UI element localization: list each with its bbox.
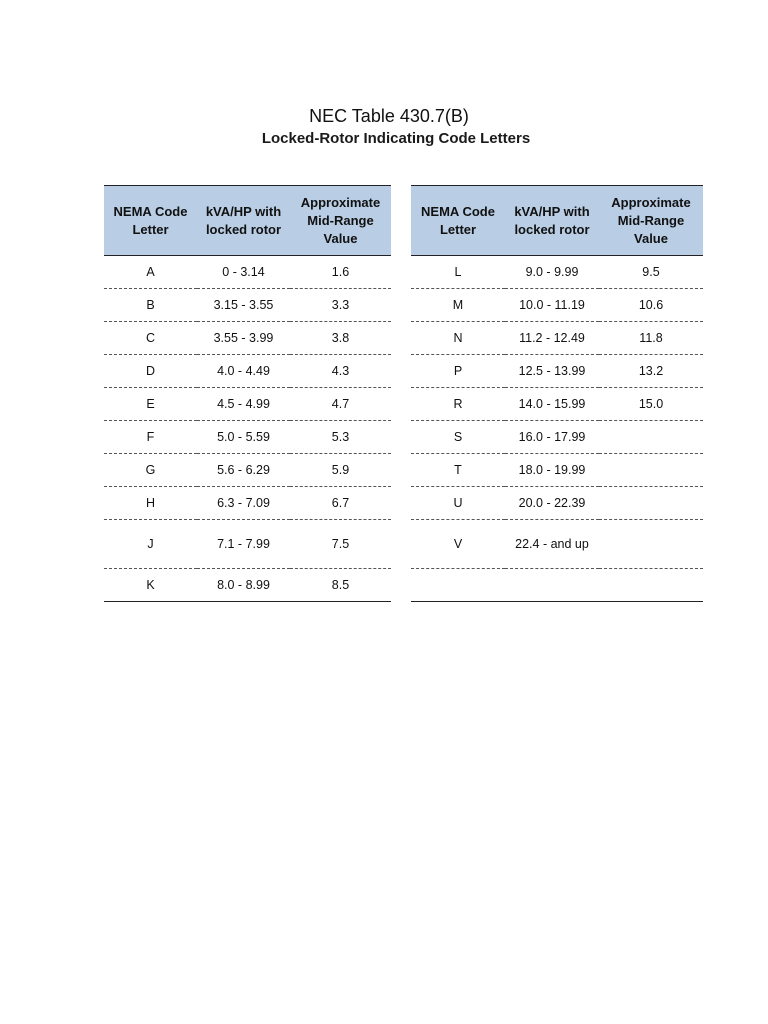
- code-letter-cell: A: [104, 256, 197, 289]
- table-row: [411, 520, 703, 569]
- table-row: [411, 388, 703, 421]
- code-letter-cell: E: [104, 388, 197, 421]
- kva-range-cell: 5.0 - 5.59: [197, 421, 290, 454]
- code-letter-table-left: [104, 185, 391, 602]
- kva-range-cell: 3.15 - 3.55: [197, 289, 290, 322]
- code-letter-cell: H: [104, 487, 197, 520]
- table-header-row: [411, 186, 703, 256]
- mid-range-cell: 5.3: [290, 421, 391, 454]
- kva-range-cell: 12.5 - 13.99: [505, 355, 599, 388]
- header-code-letter: NEMA Code Letter: [104, 186, 197, 256]
- code-letter-cell: N: [411, 322, 505, 355]
- mid-range-cell: 13.2: [599, 355, 703, 388]
- kva-range-cell: 4.5 - 4.99: [197, 388, 290, 421]
- mid-range-cell: [599, 569, 703, 602]
- code-letter-cell: L: [411, 256, 505, 289]
- mid-range-cell: 1.6: [290, 256, 391, 289]
- mid-range-cell: 10.6: [599, 289, 703, 322]
- table-header-row: [104, 186, 391, 256]
- kva-range-cell: 10.0 - 11.19: [505, 289, 599, 322]
- header-kva-hp: kVA/HP with locked rotor: [505, 186, 599, 256]
- table-row: [104, 520, 391, 569]
- kva-range-cell: 6.3 - 7.09: [197, 487, 290, 520]
- kva-range-cell: 20.0 - 22.39: [505, 487, 599, 520]
- mid-range-cell: [599, 487, 703, 520]
- kva-range-cell: [505, 569, 599, 602]
- mid-range-cell: 7.5: [290, 520, 391, 569]
- mid-range-cell: 4.7: [290, 388, 391, 421]
- kva-range-cell: 14.0 - 15.99: [505, 388, 599, 421]
- kva-range-cell: 11.2 - 12.49: [505, 322, 599, 355]
- code-letter-cell: S: [411, 421, 505, 454]
- code-letter-cell: B: [104, 289, 197, 322]
- mid-range-cell: 3.8: [290, 322, 391, 355]
- code-letter-cell: U: [411, 487, 505, 520]
- mid-range-cell: [599, 454, 703, 487]
- kva-range-cell: 8.0 - 8.99: [217, 578, 270, 592]
- code-letter-cell: P: [411, 355, 505, 388]
- code-letter-cell: G: [104, 454, 197, 487]
- page-title: NEC Table 430.7(B): [309, 106, 469, 126]
- table-row: [411, 569, 703, 602]
- table-row: [104, 454, 391, 487]
- kva-range-cell: 9.0 - 9.99: [505, 256, 599, 289]
- table-row: [411, 289, 703, 322]
- kva-range-cell: 22.4 - and up: [505, 520, 599, 569]
- mid-range-cell: 8.5: [331, 578, 350, 592]
- table-row: [411, 322, 703, 355]
- code-letter-cell: F: [104, 421, 197, 454]
- code-letter-cell: T: [411, 454, 505, 487]
- kva-range-cell: 16.0 - 17.99: [505, 421, 599, 454]
- header-mid-range: Approximate Mid-Range Value: [290, 186, 391, 256]
- code-letter-table-right: [411, 185, 703, 602]
- table-row: [411, 487, 703, 520]
- header-kva-hp: kVA/HP with locked rotor: [197, 186, 290, 256]
- kva-range-cell: 5.6 - 6.29: [197, 454, 290, 487]
- table-row: [104, 421, 391, 454]
- mid-range-cell: 6.7: [290, 487, 391, 520]
- code-letter-cell: V: [411, 520, 505, 569]
- table-row: [104, 487, 391, 520]
- code-letter-cell: K: [146, 578, 155, 592]
- code-letter-cell: [411, 569, 505, 602]
- mid-range-cell: 15.0: [599, 388, 703, 421]
- table-row: [104, 322, 391, 355]
- table-row: [411, 355, 703, 388]
- mid-range-cell: [599, 421, 703, 454]
- mid-range-cell: 5.9: [290, 454, 391, 487]
- table-row: [104, 388, 391, 421]
- mid-range-cell: 3.3: [290, 289, 391, 322]
- page-subtitle: Locked-Rotor Indicating Code Letters: [261, 130, 531, 147]
- table-row: [411, 454, 703, 487]
- mid-range-cell: 9.5: [599, 256, 703, 289]
- table-row: [411, 256, 703, 289]
- table-row: [104, 289, 391, 322]
- code-letter-cell: M: [411, 289, 505, 322]
- header-mid-range: Approximate Mid-Range Value: [599, 186, 703, 256]
- mid-range-cell: [599, 520, 703, 569]
- header-code-letter: NEMA Code Letter: [411, 186, 505, 256]
- table-row: [104, 569, 391, 602]
- kva-range-cell: 4.0 - 4.49: [197, 355, 290, 388]
- mid-range-cell: 4.3: [290, 355, 391, 388]
- table-row: [104, 256, 391, 289]
- kva-range-cell: 18.0 - 19.99: [505, 454, 599, 487]
- code-letter-cell: D: [104, 355, 197, 388]
- mid-range-cell: 11.8: [599, 322, 703, 355]
- kva-range-cell: 0 - 3.14: [197, 256, 290, 289]
- kva-range-cell: 7.1 - 7.99: [197, 520, 290, 569]
- table-row: [411, 421, 703, 454]
- code-letter-cell: J: [104, 520, 197, 569]
- code-letter-cell: C: [104, 322, 197, 355]
- code-letter-cell: R: [411, 388, 505, 421]
- table-row: [104, 355, 391, 388]
- kva-range-cell: 3.55 - 3.99: [197, 322, 290, 355]
